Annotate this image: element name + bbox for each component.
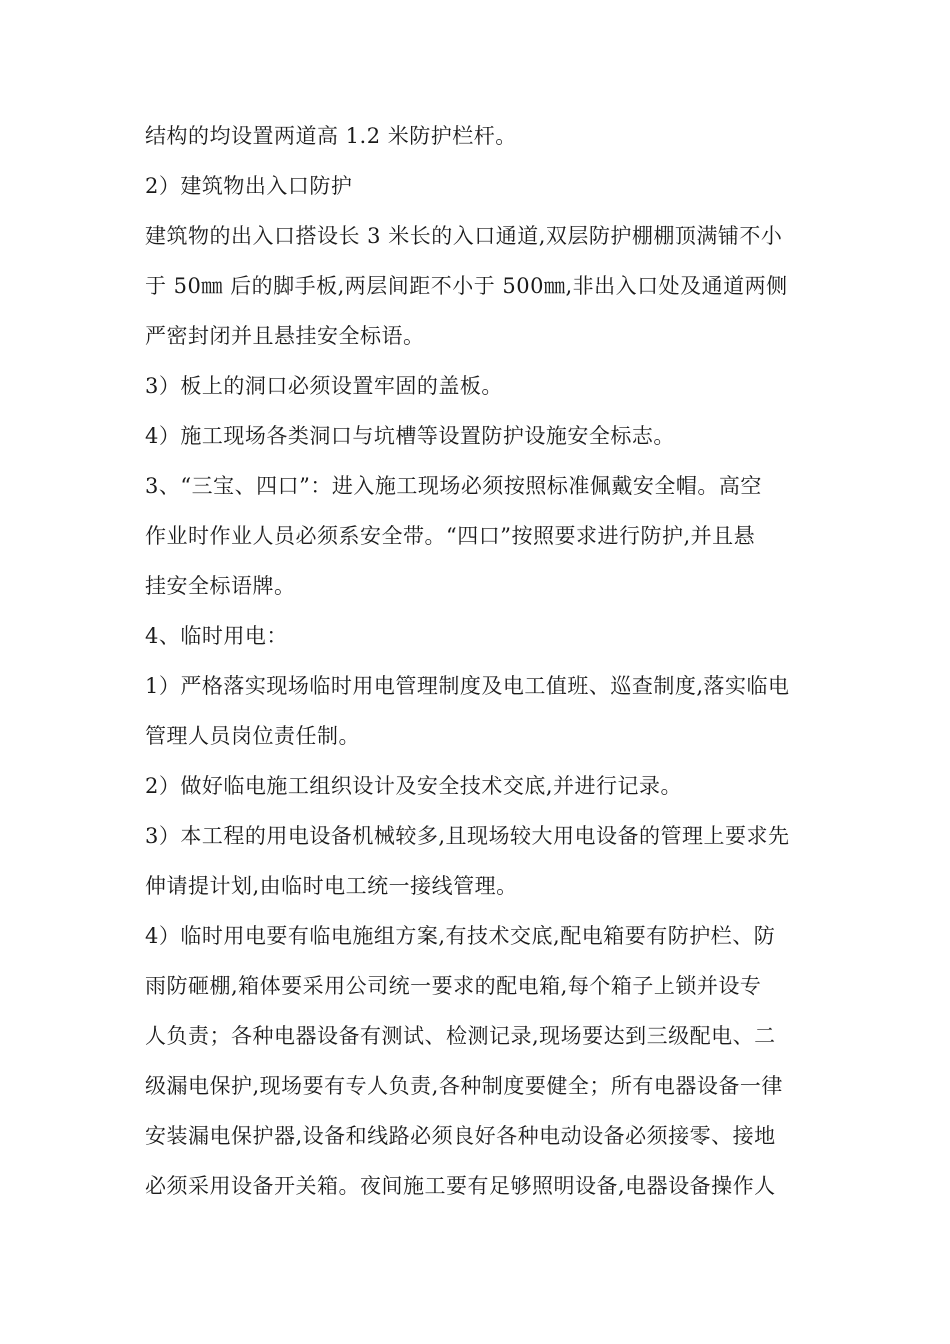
text-line: 挂安全标语牌。: [145, 574, 296, 598]
text-line: 伸请提计划,由临时电工统一接线管理。: [145, 874, 518, 898]
text-line: 4）临时用电要有临电施组方案,有技术交底,配电箱要有防护栏、防: [145, 924, 776, 948]
text-line: 安装漏电保护器,设备和线路必须良好各种电动设备必须接零、接地: [145, 1124, 776, 1148]
text-line: 必须采用设备开关箱。夜间施工要有足够照明设备,电器设备操作人: [145, 1174, 776, 1198]
text-line: 3）本工程的用电设备机械较多,且现场较大用电设备的管理上要求先: [145, 824, 790, 848]
text-line: 结构的均设置两道高 1.2 米防护栏杆。: [145, 124, 517, 148]
text-line: 于 50㎜ 后的脚手板,两层间距不小于 500㎜,非出入口处及通道两侧: [145, 274, 788, 298]
section-heading: 2）建筑物出入口防护: [145, 174, 353, 198]
text-line: 4）施工现场各类洞口与坑槽等设置防护设施安全标志。: [145, 424, 675, 448]
text-line: 建筑物的出入口搭设长 3 米长的入口通道,双层防护棚棚顶满铺不小: [145, 224, 783, 248]
text-line: 作业时作业人员必须系安全带。“四口”按照要求进行防护,并且悬: [145, 524, 756, 548]
text-line: 3、“三宝、四口”：进入施工现场必须按照标准佩戴安全帽。高空: [145, 474, 762, 498]
text-line: 1）严格落实现场临时用电管理制度及电工值班、巡查制度,落实临电: [145, 674, 790, 698]
text-line: 雨防砸棚,箱体要采用公司统一要求的配电箱,每个箱子上锁并设专: [145, 974, 762, 998]
text-line: 2）做好临电施工组织设计及安全技术交底,并进行记录。: [145, 774, 683, 798]
text-line: 管理人员岗位责任制。: [145, 724, 360, 748]
text-line: 人负责；各种电器设备有测试、检测记录,现场要达到三级配电、二: [145, 1024, 776, 1048]
section-heading: 4、临时用电：: [145, 624, 288, 648]
text-line: 级漏电保护,现场要有专人负责,各种制度要健全；所有电器设备一律: [145, 1074, 783, 1098]
text-line: 严密封闭并且悬挂安全标语。: [145, 324, 425, 348]
text-line: 3）板上的洞口必须设置牢固的盖板。: [145, 374, 503, 398]
document-body: [145, 111, 815, 1211]
